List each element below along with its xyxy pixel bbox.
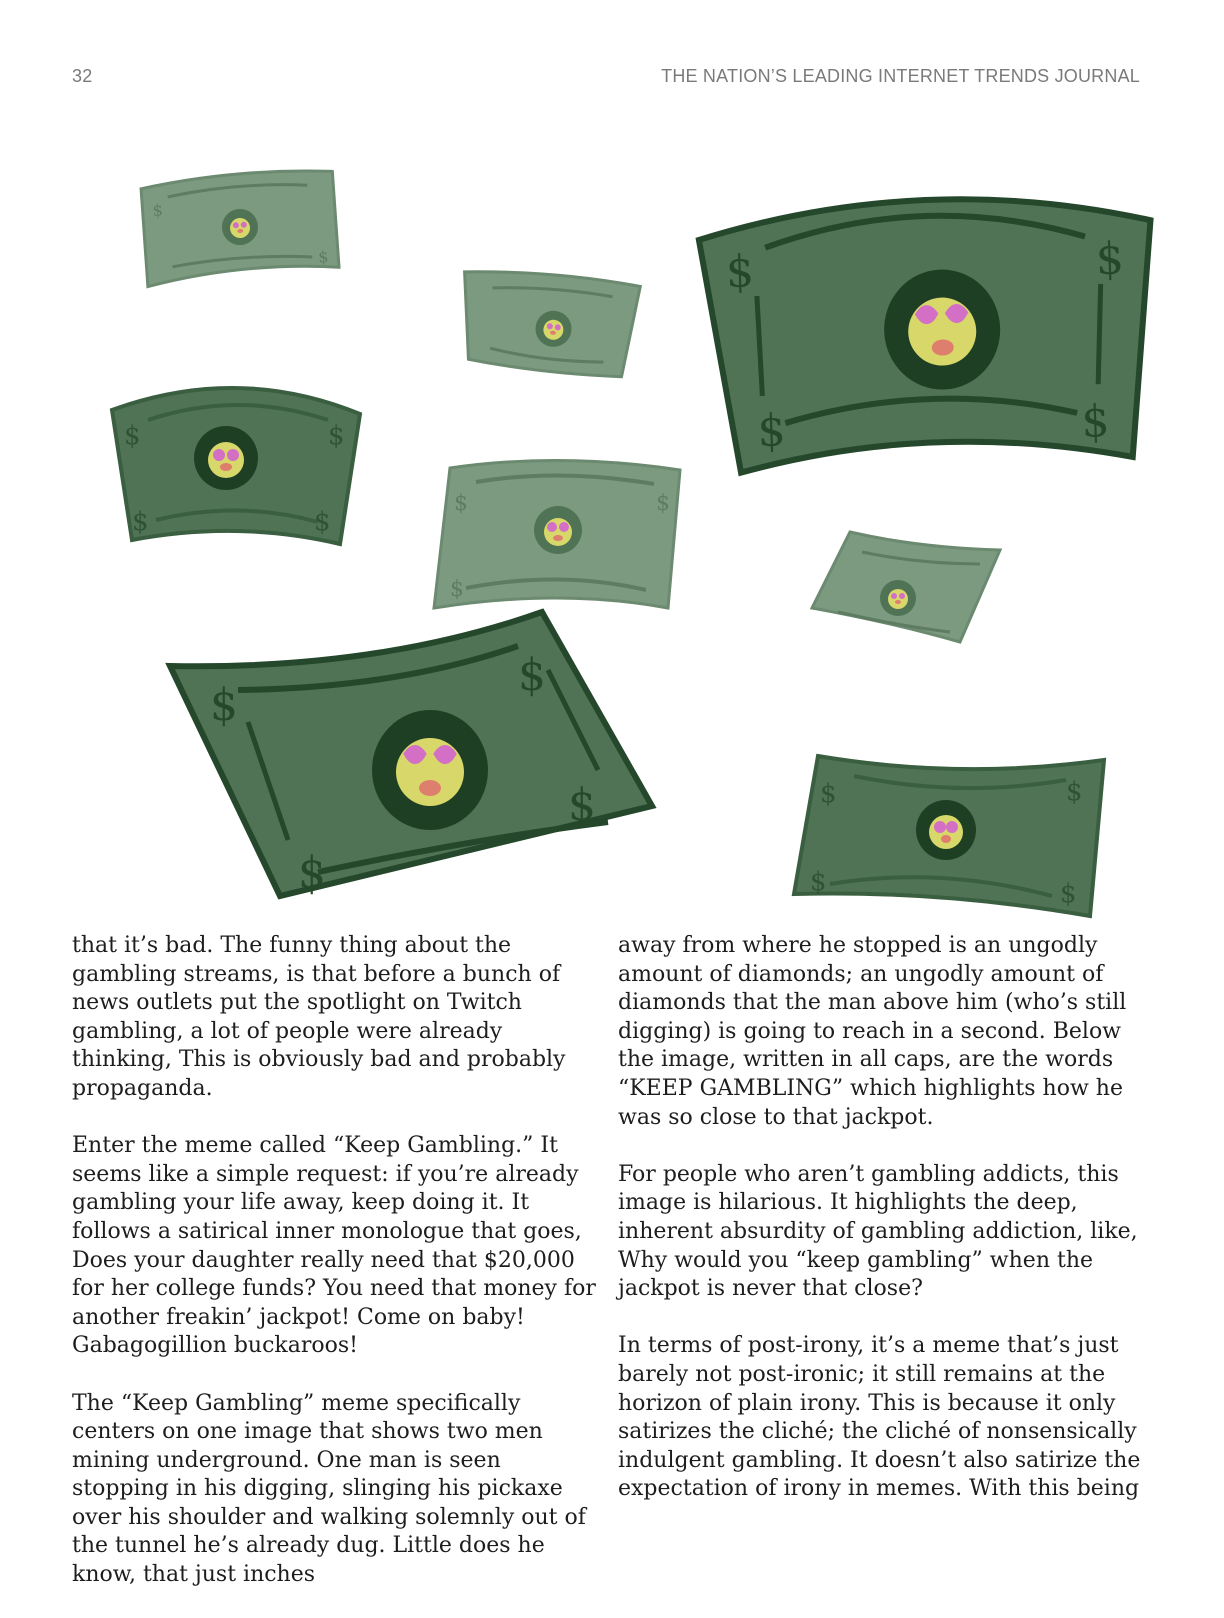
dollar-bill bbox=[810, 528, 1002, 648]
page-number: 32 bbox=[72, 66, 93, 86]
dollar-bill bbox=[790, 750, 1108, 922]
svg-text:$: $ bbox=[317, 246, 330, 267]
dollar-bill-graphic bbox=[451, 258, 645, 392]
svg-text:$: $ bbox=[1066, 777, 1083, 807]
svg-text:$: $ bbox=[756, 405, 787, 458]
dollar-bill-graphic bbox=[693, 172, 1165, 478]
svg-text:$: $ bbox=[151, 200, 164, 221]
svg-text:$: $ bbox=[450, 577, 464, 602]
svg-text:$: $ bbox=[132, 507, 149, 537]
paragraph: that it’s bad. The funny thing about the gambling streams, is that before a bunch of news outlets put the spotlight on Twitch gambling, a lot of people were already thinking, This is obviously bad and probably propaganda. bbox=[72, 933, 566, 1101]
svg-text:$: $ bbox=[656, 491, 670, 516]
dollar-bill bbox=[136, 163, 344, 292]
svg-text:$: $ bbox=[124, 421, 141, 451]
svg-text:$: $ bbox=[820, 779, 837, 809]
svg-text:$: $ bbox=[1094, 233, 1125, 286]
svg-text:$: $ bbox=[210, 680, 238, 731]
svg-text:$: $ bbox=[568, 780, 596, 831]
article-right-column bbox=[618, 932, 1148, 1532]
svg-text:$: $ bbox=[328, 421, 345, 451]
dollar-bill-graphic bbox=[108, 380, 366, 550]
svg-text:$: $ bbox=[1080, 395, 1111, 448]
svg-text:$: $ bbox=[1060, 879, 1077, 909]
dollar-bill-graphic bbox=[430, 458, 692, 618]
paragraph: For people who aren’t gambling addicts, this image is hilarious. It highlights the deep, inherent absurdity of gambling addiction, like, Why would you “keep gambling” when the jackpot is never that close? bbox=[618, 1161, 1138, 1302]
article-left-column bbox=[72, 932, 602, 1618]
dollar-bill-graphic bbox=[168, 610, 656, 900]
dollar-bill bbox=[168, 610, 656, 900]
paragraph: The “Keep Gambling” meme specifically centers on one image that shows two men mining underground. One man is seen stopping in his digging, slinging his pickaxe over his shoulder and walking solemnly out of the tunnel he’s already dug. Little does he know, that just inches bbox=[72, 1390, 586, 1588]
dollar-bill bbox=[451, 258, 645, 392]
dollar-bill-graphic bbox=[790, 750, 1108, 922]
svg-text:$: $ bbox=[518, 650, 546, 701]
paragraph: In terms of post-irony, it’s a meme that’s just barely not post-ironic; it still remains at the horizon of plain irony. This is because it only satirizes the cliché; the cliché of nonsensically indulgent gambling. It doesn’t also satirize the expectation of irony in memes. With this being bbox=[618, 1333, 1141, 1502]
svg-text:$: $ bbox=[454, 491, 468, 516]
money-illustration bbox=[0, 130, 1224, 930]
svg-text:$: $ bbox=[810, 867, 827, 897]
paragraph: away from where he stopped is an ungodly amount of diamonds; an ungodly amount of diamonds that the man above him (who’s still digging) is going to reach in a second. Below the image, written in all caps, are the words “KEEP GAMBLING” which highlights how he was so close to that jackpot. bbox=[618, 933, 1127, 1130]
dollar-bill-graphic bbox=[136, 163, 344, 292]
paragraph: Enter the meme called “Keep Gambling.” It seems like a simple request: if you’re already gambling your life away, keep doing it. It follows a satirical inner monologue that goes, Does your daughter really need that $20,000 for her college funds? You need that money for another freakin’ jackpot! Come on baby! Gabagogillion buckaroos! bbox=[72, 1133, 596, 1359]
dollar-bill-graphic bbox=[810, 528, 1002, 648]
svg-text:$: $ bbox=[298, 848, 326, 899]
svg-text:$: $ bbox=[725, 246, 755, 299]
dollar-bill bbox=[108, 380, 366, 550]
dollar-bill bbox=[693, 172, 1165, 478]
dollar-bill bbox=[430, 458, 692, 618]
svg-text:$: $ bbox=[314, 507, 331, 537]
journal-title: THE NATION’S LEADING INTERNET TRENDS JOURNAL bbox=[661, 66, 1140, 86]
